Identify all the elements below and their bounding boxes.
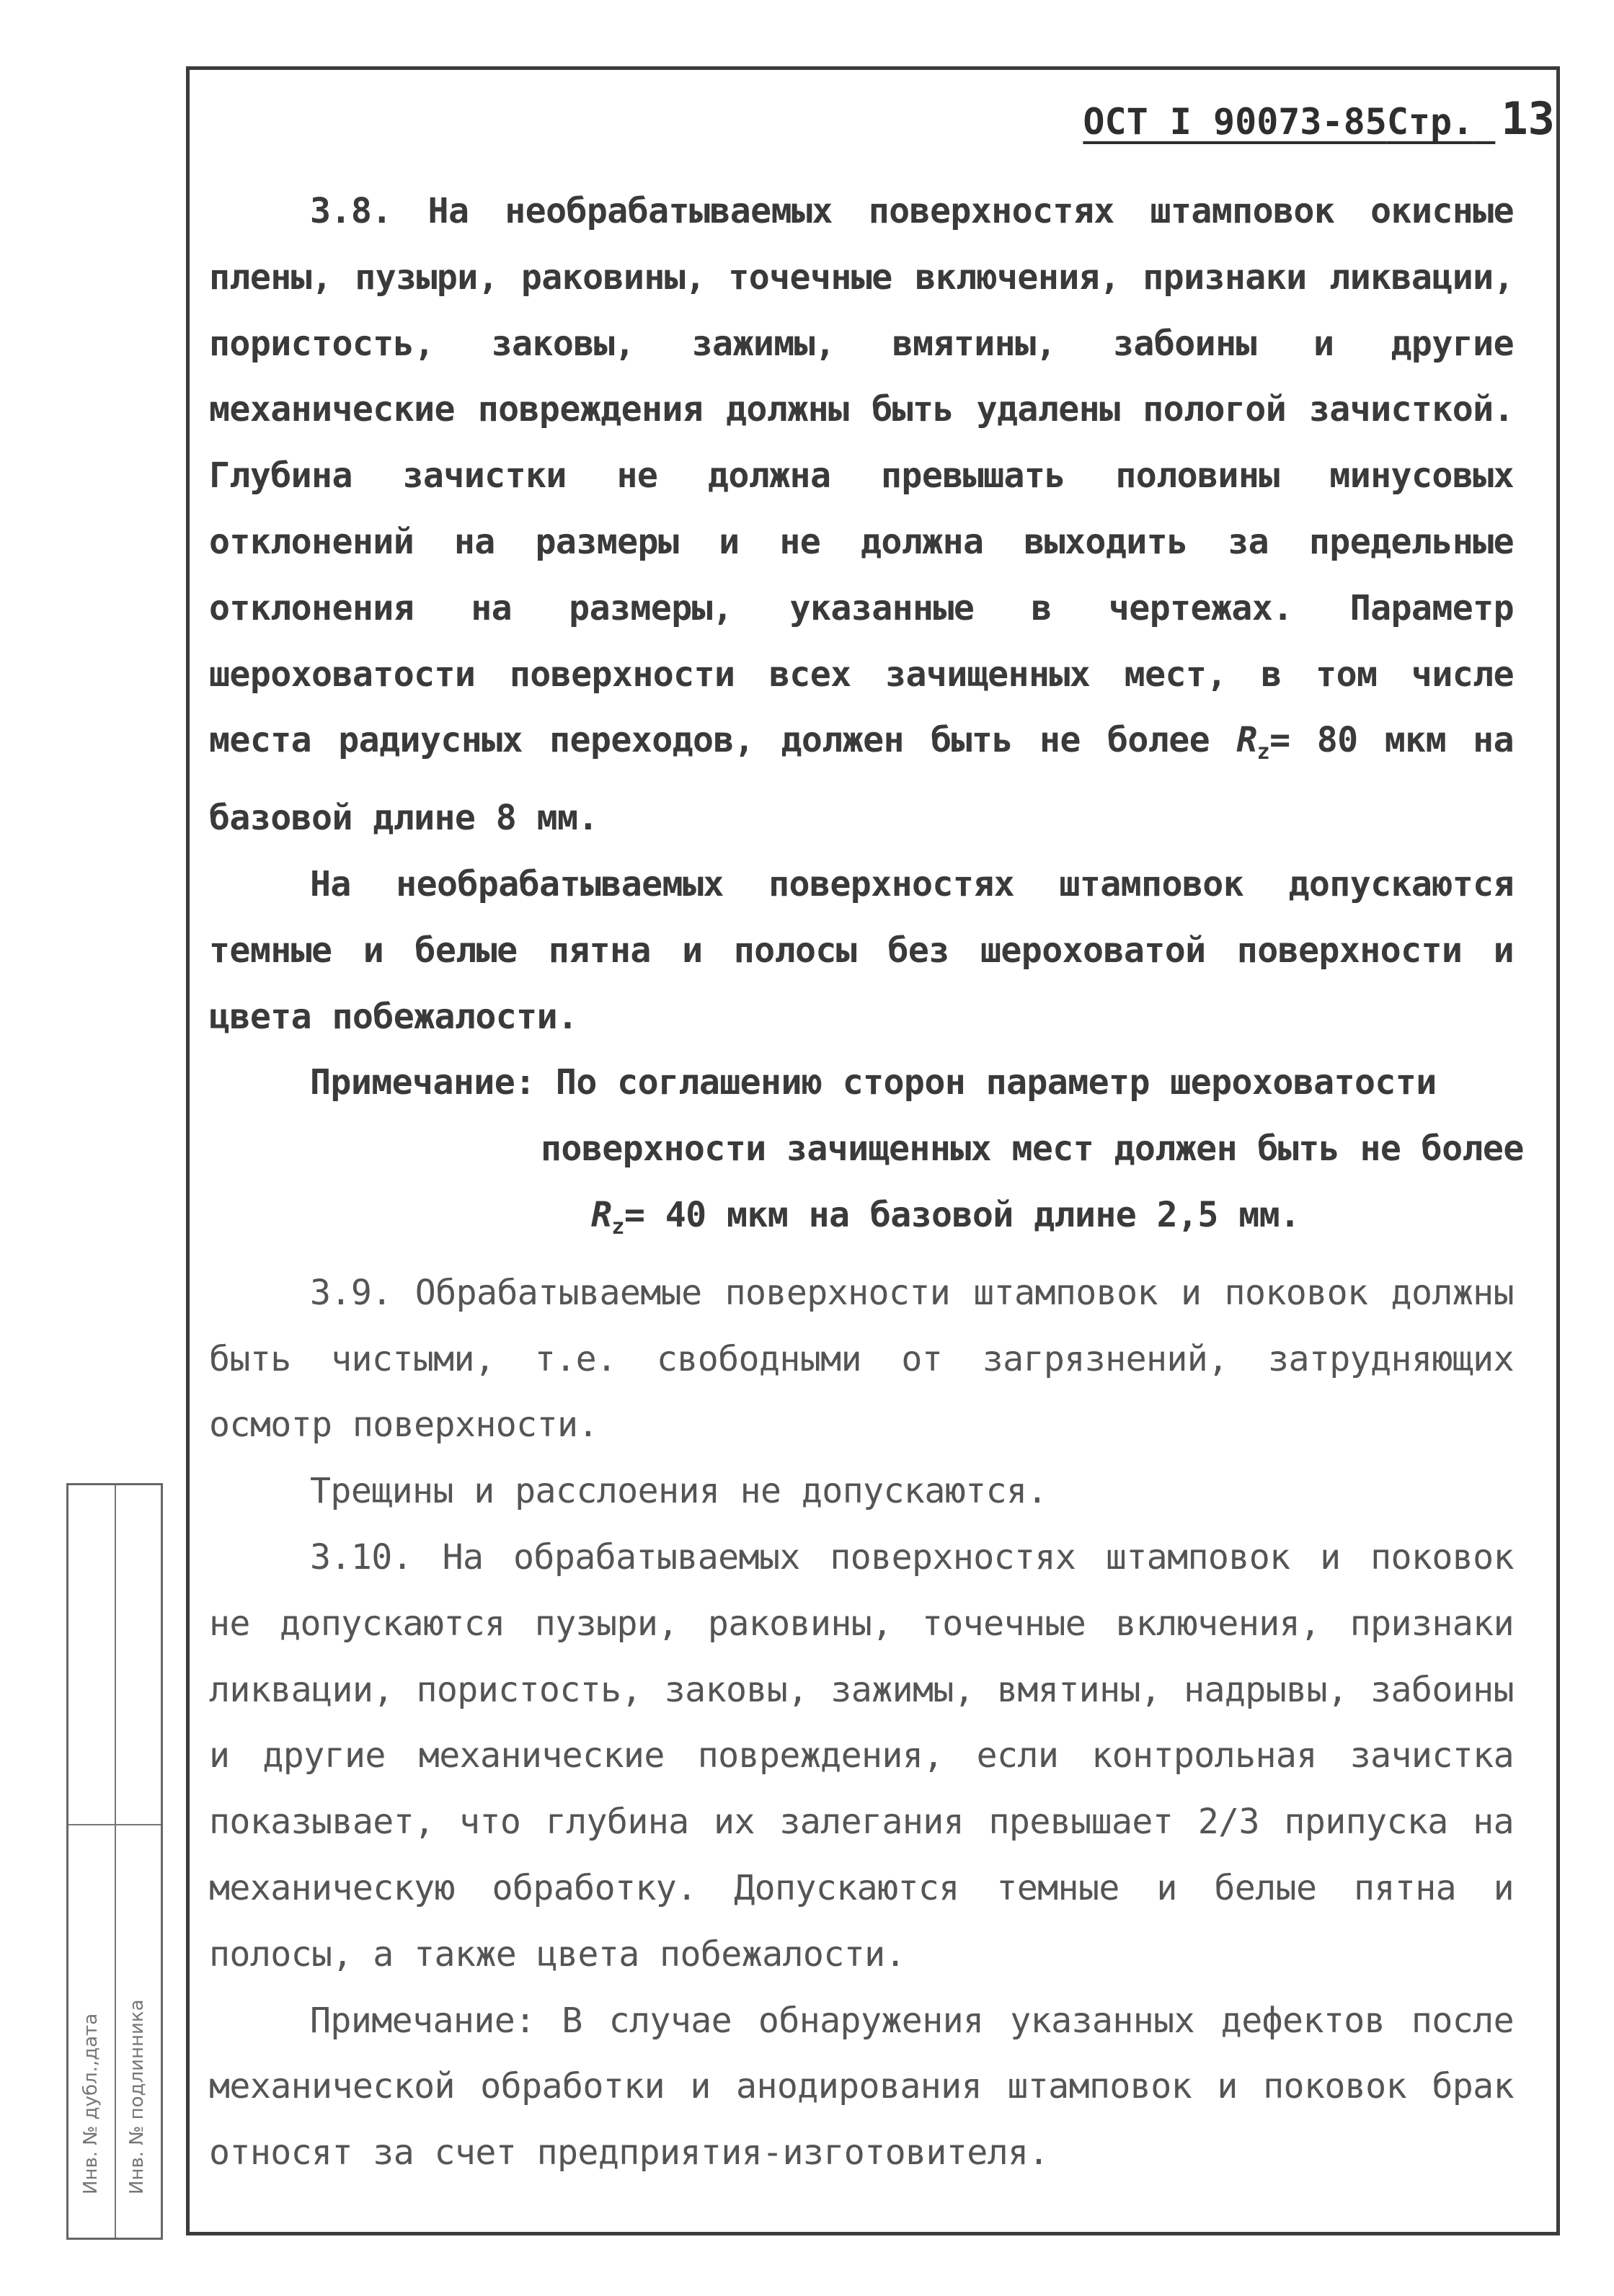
- section-3-8-paragraph-2: На необрабатываемых поверхностях штамповок допускаются темные и белые пятна и полосы без шероховатой поверхности и цвета побежалости.: [209, 863, 1514, 1037]
- page-number: 13: [1501, 92, 1555, 145]
- section-3-8-paragraph: 3.8. На необрабатываемых поверхностях штамповок окисные плены, пузыри, раковины, точечные включения, признаки ликвации, пористость, заковы, зажимы, вмятины, забоины и другие механические повреждения должны быть удалены пологой зачисткой. Глубина зачистки не должна превышать половины минусовых отклонений на размеры и не должна выходить за предельные отклонения на размеры, указанные в чертежах. Параметр шероховатости поверхности всех зачищенных мест, в том числе места радиусных переходов, должен быть не более $R_z= 80$ мкм на базовой длине 8 мм.: [209, 191, 1514, 839]
- section-3-10-note: Примечание: В случае обнаружения указанных дефектов после механической обработки и анодирования штамповок и поковок брак относят за счет предприятия-изготовителя.: [209, 2000, 1514, 2173]
- stamp-label-duplicate: Инв. № дубл.,дата: [80, 2013, 102, 2194]
- section-3-9-paragraph-2: Трещины и расслоения не допускаются.: [310, 1471, 1047, 1512]
- page-header: [1083, 92, 1555, 145]
- stamp-rule: [68, 1824, 161, 1825]
- stamp-divider: [115, 1485, 116, 2238]
- standard-number: ОСТ I 90073-85Стр.: [1083, 101, 1474, 143]
- section-3-10-paragraph: 3.10. На обрабатываемых поверхностях штамповок и поковок не допускаются пузыри, раковины, точечные включения, признаки ликвации, пористость, заковы, зажимы, вмятины, надрывы, забоины и другие механические повреждения, если контрольная зачистка показывает, что глубина их залегания превышает 2/3 припуска на механическую обработку. Допускаются темные и белые пятна и полосы, а также цвета побежалости.: [209, 1536, 1514, 1975]
- section-3-9-paragraph: 3.9. Обрабатываемые поверхности штамповок и поковок должны быть чистыми, т.е. свободными от загрязнений, затрудняющих осмотр поверхности.: [209, 1272, 1514, 1446]
- section-3-8-note: Примечание: По соглашению сторон параметр шероховатости поверхности зачищенных мест должен быть не более $R_z= 40$ мкм на базовой длине 2,5 мм.: [310, 1062, 1524, 1240]
- stamp-label-original: Инв. № подлинника: [126, 1999, 148, 2194]
- archive-stamp-column: [66, 1483, 163, 2240]
- document-body: [209, 179, 1524, 2186]
